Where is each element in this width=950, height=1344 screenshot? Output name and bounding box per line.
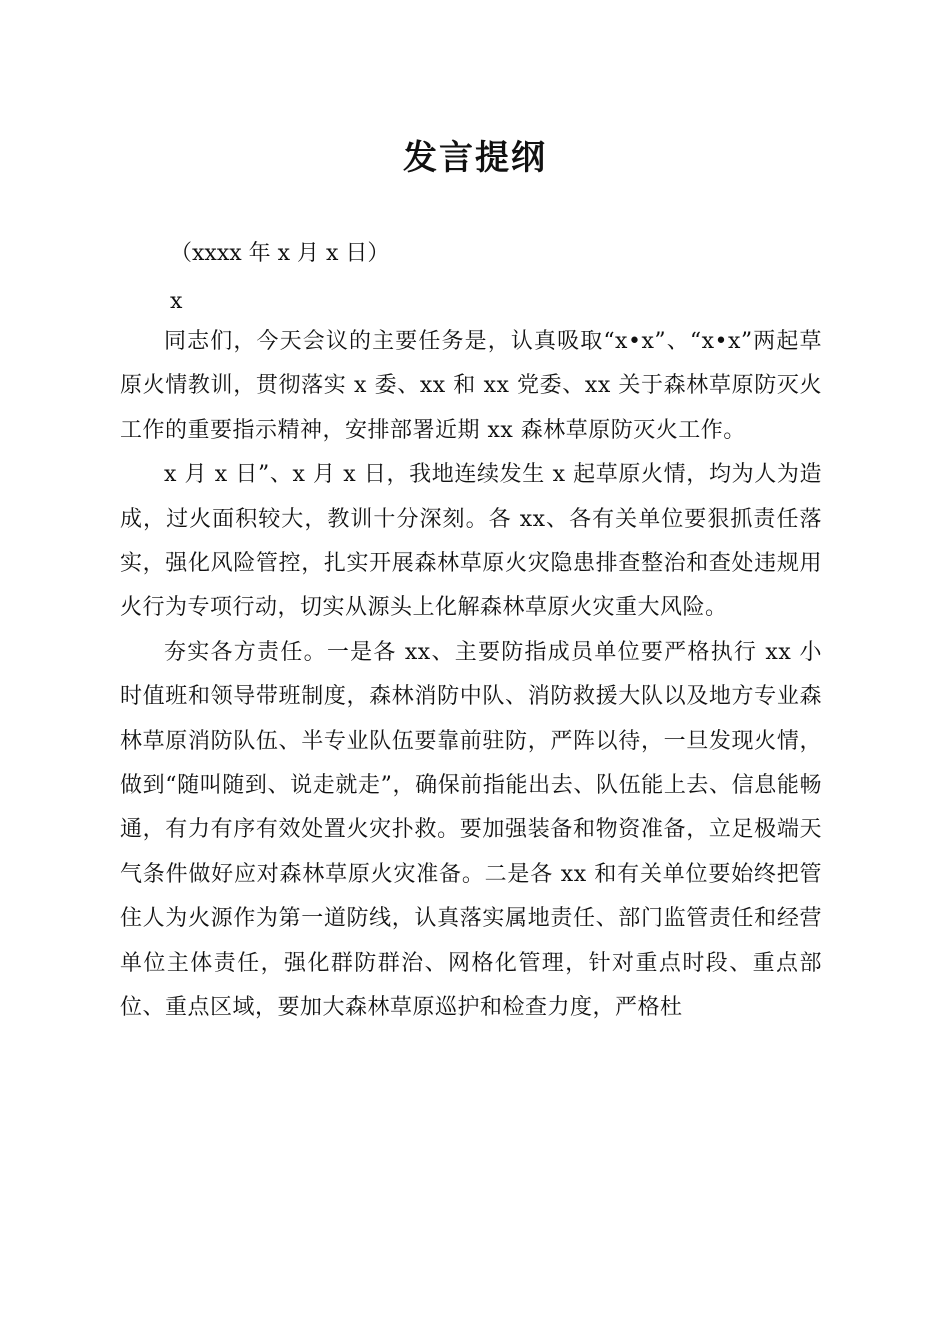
document-title: 发言提纲	[403, 138, 547, 178]
paragraph-incidents: x 月 x 日”、x 月 x 日，我地连续发生 x 起草原火情，均为人为造成，过火面积较大，教训十分深刻。各 xx、各有关单位要狠抓责任落实，强化风险管控，扎实开展森林草原火灾隐患排查整治和查处违规用火行为专项行动，切实从源头上化解森林草原火灾重大风险。	[120, 462, 822, 621]
addressee: x	[170, 289, 183, 314]
paragraph-responsibility: 夯实各方责任。一是各 xx、主要防指成员单位要严格执行 xx 小时值班和领导带班制度，森林消防中队、消防救援大队以及地方专业森林草原消防队伍、半专业队伍要靠前驻防，严阵以待，一旦发现火情，做到“随叫随到、说走就走”，确保前指能出去、队伍能上去、信息能畅通，有力有序有效处置火灾扑救。要加强装备和物资准备，立足极端天气条件做好应对森林草原火灾准备。二是各 xx 和有关单位要始终把管住人为火源作为第一道防线，认真落实属地责任、部门监管责任和经营单位主体责任，强化群防群治、网格化管理，针对重点时段、重点部位、重点区域，要加大森林草原巡护和检查力度，严格杜	[120, 639, 822, 1021]
paragraph-opening: 同志们，今天会议的主要任务是，认真吸取“x•x”、“x•x”两起草原火情教训，贯彻落实 x 委、xx 和 xx 党委、xx 关于森林草原防灭火工作的重要指示精神，安排部署近期 xx 森林草原防灭火工作。	[120, 329, 822, 443]
body-text	[120, 320, 822, 1031]
date-line: （xxxx 年 x 月 x 日）	[170, 241, 390, 266]
